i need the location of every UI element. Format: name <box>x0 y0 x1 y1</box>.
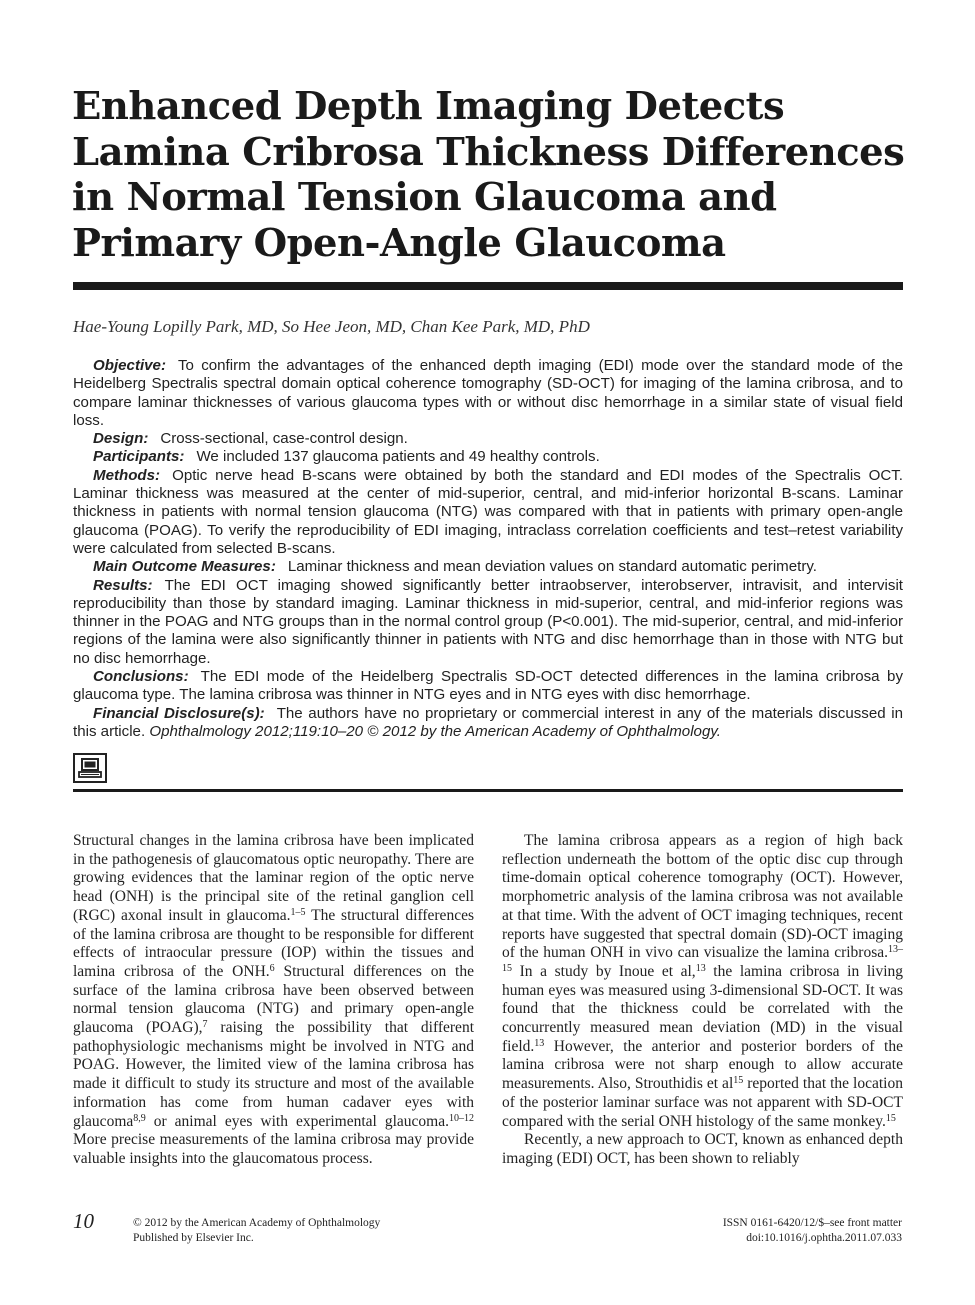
body-column-left <box>73 832 474 1169</box>
abstract-outcome <box>73 558 903 576</box>
design-label: Design: <box>93 430 149 448</box>
abstract-design <box>73 430 903 448</box>
abstract-disclosure <box>73 705 903 742</box>
methods-label: Methods: <box>93 466 161 484</box>
publisher-line: Published by Elsevier Inc. <box>133 1232 254 1244</box>
results-text: The EDI OCT imaging showed significantly better intraobserver, interobserver, intravisit, and intervisit reproducibility than those by standard imaging. Laminar thickness in mid-superior, central, and mid-inferior regions was thinner in the POAG and NTG groups than in the normal control group (P<0.001). The mid-superior, central, and mid-inferior regions of the lamina were also significantly thinner in patients with NTG and disc hemorrhage than in those with NTG but no disc hemorrhage. <box>73 576 903 667</box>
reference-marker[interactable]: 6 <box>269 962 275 974</box>
body-text: Structural differences on the surface of the lamina cribrosa have been observed between normal tension glaucoma (NTG) and primary open-angle glaucoma (POAG), <box>73 962 474 1037</box>
journal-citation: Ophthalmology 2012;119:10–20 © 2012 by the American Academy of Ophthalmology. <box>149 722 721 740</box>
reference-marker[interactable]: 7 <box>202 1019 208 1031</box>
body-text: or animal eyes with experimental glaucoma. <box>145 1112 449 1130</box>
results-label: Results: <box>93 576 153 594</box>
body-text: the lamina cribrosa in living human eyes was measured using 3-dimensional SD-OCT. It was found that the thickness could be correlated with the concurrently measured mean deviation (MD) in the visual field. <box>502 962 903 1055</box>
reference-marker[interactable]: 10–12 <box>449 1112 474 1124</box>
footer-copyright <box>133 1216 380 1246</box>
footer-identifiers <box>723 1216 902 1246</box>
design-text: Cross-sectional, case-control design. <box>160 430 408 448</box>
participants-text: We included 137 glaucoma patients and 49 healthy controls. <box>196 448 600 466</box>
disclosure-text: The authors have no proprietary or commercial interest in any of the materials discussed in this article. <box>73 704 903 740</box>
abstract-results <box>73 577 903 668</box>
conclusions-text: The EDI mode of the Heidelberg Spectralis SD-OCT detected differences in the lamina cribrosa by glaucoma type. The lamina cribrosa was thinner in NTG eyes and in NTG eyes with disc hemorrhage. <box>73 668 903 704</box>
body-text: The lamina cribrosa appears as a region of high back reflection underneath the bottom of the optic disc cup through time-domain optical coherence tomography (OCT). However, morphometric analysis of the lamina cribrosa was not available at that time. With the advent of OCT imaging techniques, recent reports have suggested that spectral domain (SD)-OCT imaging of the human ONH in vivo can visualize the lamina cribrosa. <box>502 832 903 962</box>
abstract-rule <box>73 789 903 792</box>
body-paragraph <box>502 832 903 1131</box>
title-rule <box>73 282 903 290</box>
objective-label: Objective: <box>93 357 166 374</box>
body-text: More precise measurements of the lamina cribrosa may provide valuable insights into the glaucomatous process. <box>73 1131 474 1167</box>
copyright-line: © 2012 by the American Academy of Ophthalmology <box>133 1217 381 1229</box>
body-paragraph: Recently, a new approach to OCT, known as enhanced depth imaging (EDI) OCT, has been shown to reliably <box>502 1131 903 1167</box>
issn-line: ISSN 0161-6420/12/$–see front matter <box>722 1217 902 1229</box>
page-number: 10 <box>73 1209 94 1233</box>
computer-icon <box>73 753 107 783</box>
outcome-label: Main Outcome Measures: <box>93 558 276 576</box>
objective-text: To confirm the advantages of the enhanced depth imaging (EDI) mode over the standard mode of the Heidelberg Spectralis spectral domain optical coherence tomography (SD-OCT) for imaging of the lamina cribrosa, and to compare laminar thicknesses of various glaucoma types with or without disc hemorrhage in a similar state of visual field loss. <box>73 357 903 429</box>
reference-marker[interactable]: 13 <box>534 1037 545 1049</box>
conclusions-label: Conclusions: <box>93 668 189 686</box>
body-text: reported that the location of the posterior laminar surface was not apparent with SD-OCT compared with the serial ONH histology of the same monkey. <box>502 1075 903 1130</box>
methods-text: Optic nerve head B-scans were obtained by both the standard and EDI modes of the Spectralis OCT. Laminar thickness was measured at the center of mid-superior, central, and mid-inferior horizontal B-scans. Laminar thickness in patients with normal tension glaucoma (NTG) was compared with that in patients with primary open-angle glaucoma (POAG). To verify the reproducibility of EDI imaging, intraclass correlation coefficients and test–retest variability were calculated from selected B-scans. <box>73 466 903 557</box>
body-text: raising the possibility that different pathophysiologic mechanisms might be involved in NTG and POAG. However, the limited view of the lamina cribrosa has made it difficult to study its structure and most of the available information has come from human cadaver eyes with glaucoma <box>73 1019 474 1130</box>
reference-marker[interactable]: 13–15 <box>502 944 903 974</box>
disclosure-label: Financial Disclosure(s): <box>93 704 265 722</box>
doi-line[interactable]: doi:10.1016/j.ophtha.2011.07.033 <box>746 1232 902 1244</box>
abstract-objective <box>73 357 903 430</box>
reference-marker[interactable]: 15 <box>885 1112 896 1124</box>
reference-marker[interactable]: 1–5 <box>290 906 306 918</box>
body-text: Structural changes in the lamina cribrosa have been implicated in the pathogenesis of glaucomatous optic neuropathy. There are growing evidences that the laminar region of the optic nerve head (ONH) is the principal site of the retinal ganglion cell (RGC) axonal insult in glaucoma. <box>73 832 474 924</box>
body-text: However, the anterior and posterior borders of the lamina cribrosa were not sharp enough to allow accurate measurements. Also, Strouthidis et al <box>502 1037 903 1093</box>
reference-marker[interactable]: 8,9 <box>133 1112 146 1124</box>
abstract-methods <box>73 467 903 558</box>
reference-marker[interactable]: 15 <box>733 1075 744 1087</box>
body-paragraph <box>73 832 474 1169</box>
abstract <box>73 357 903 741</box>
body-text: In a study by Inoue et al, <box>512 962 696 980</box>
body-text: The structural differences of the lamina cribrosa are thought to be responsible for different effects of intraocular pressure (IOP) within the tissues and lamina cribrosa of the ONH. <box>73 906 474 980</box>
reference-marker[interactable]: 13 <box>695 962 706 974</box>
abstract-participants <box>73 448 903 466</box>
outcome-text: Laminar thickness and mean deviation values on standard automatic perimetry. <box>287 558 817 576</box>
participants-label: Participants: <box>93 448 185 466</box>
author-list: Hae-Young Lopilly Park, MD, So Hee Jeon, MD, Chan Kee Park, MD, PhD <box>73 317 590 336</box>
body-column-right <box>502 832 903 1169</box>
abstract-conclusions <box>73 668 903 705</box>
article-title: Enhanced Depth Imaging Detects Lamina Cribrosa Thickness Differences in Normal Tension Glaucoma and Primary Open-Angle Glaucoma <box>72 84 905 266</box>
